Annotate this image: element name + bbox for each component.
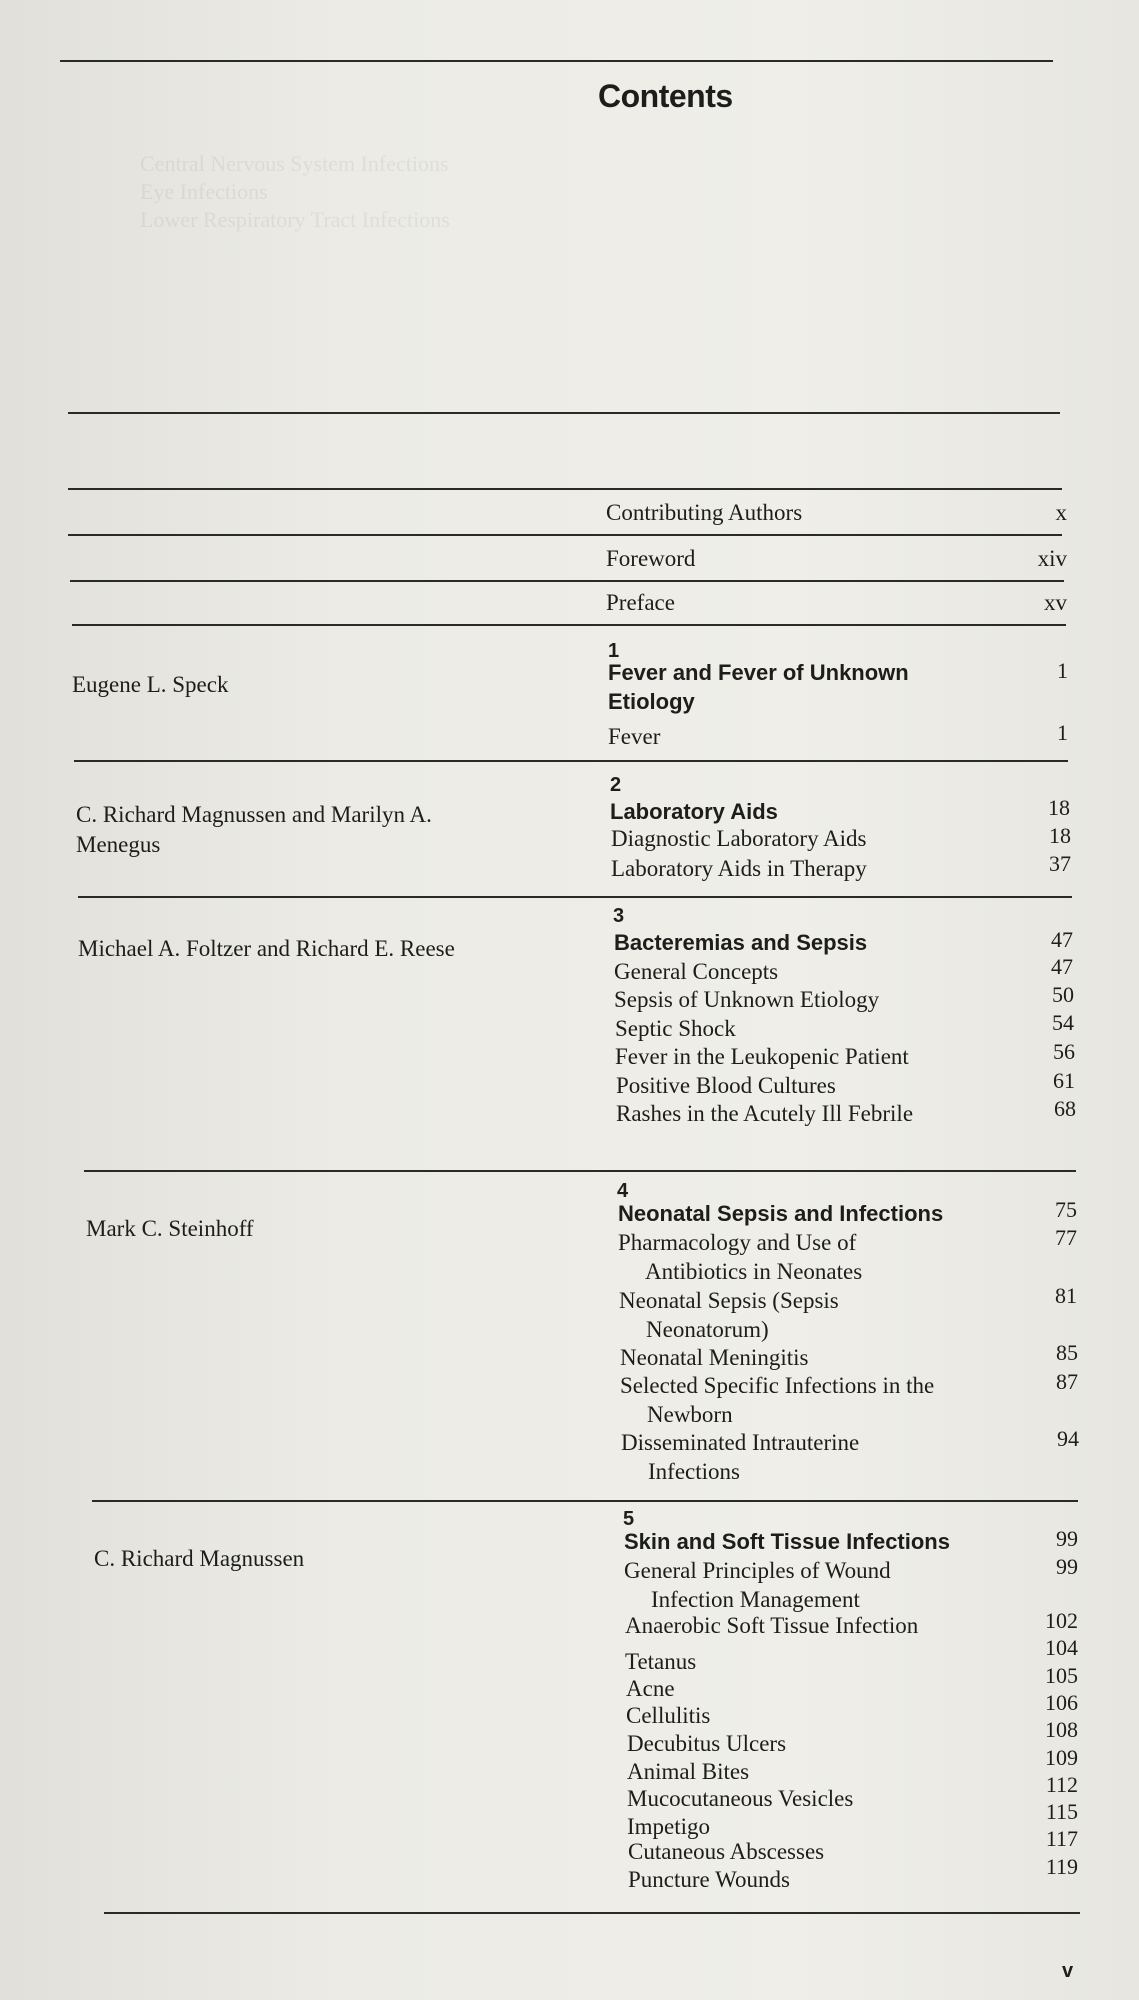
top-rule	[60, 60, 1053, 62]
chapter-title[interactable]: Neonatal Sepsis and Infections	[618, 1201, 944, 1226]
chapter-author: C. Richard Magnussen and Marilyn A. Menegus	[76, 802, 432, 857]
section-page: 106	[1045, 1690, 1078, 1715]
section-title[interactable]: Fever	[608, 724, 661, 749]
page-number: v	[1062, 1960, 1074, 1982]
bleed-through-text: Central Nervous System Infections Eye Infections Lower Respiratory Tract Infections	[140, 151, 450, 232]
chapter-author: Eugene L. Speck	[72, 672, 229, 697]
chapter-number: 2	[610, 774, 622, 796]
section-page: 99	[1056, 1554, 1078, 1579]
section-title[interactable]: Anaerobic Soft Tissue Infection	[625, 1613, 919, 1638]
section-title[interactable]: Rashes in the Acutely Ill Febrile	[616, 1101, 914, 1126]
section-page: 94	[1057, 1426, 1079, 1451]
chapter-author: Michael A. Foltzer and Richard E. Reese	[78, 936, 455, 961]
section-title[interactable]: Cellulitis	[626, 1703, 711, 1728]
section-page: 115	[1045, 1799, 1078, 1824]
section-page: 61	[1053, 1068, 1075, 1093]
toc-entry-page: xv	[1044, 590, 1067, 615]
section-title[interactable]: Diagnostic Laboratory Aids	[611, 826, 867, 851]
section-title[interactable]: General Concepts	[614, 959, 779, 984]
section-title[interactable]: Disseminated Intrauterine Infections	[621, 1430, 860, 1484]
section-page: 81	[1055, 1283, 1077, 1308]
chapter-divider	[84, 1170, 1076, 1172]
section-page: 54	[1052, 1010, 1074, 1035]
chapter-title[interactable]: Fever and Fever of Unknown Etiology	[608, 660, 909, 714]
section-title[interactable]: Laboratory Aids in Therapy	[611, 856, 867, 881]
section-page: 68	[1054, 1096, 1076, 1121]
chapter-page: 75	[1055, 1197, 1077, 1222]
chapter-divider	[104, 1912, 1080, 1914]
divider-rule	[72, 624, 1066, 626]
section-page: 108	[1045, 1717, 1078, 1742]
chapter-author: Mark C. Steinhoff	[86, 1216, 254, 1241]
chapter-number: 5	[623, 1508, 635, 1530]
section-title[interactable]: Mucocutaneous Vesicles	[627, 1786, 854, 1811]
section-title[interactable]: Selected Specific Infections in the Newborn	[620, 1373, 935, 1427]
section-title[interactable]: Tetanus	[625, 1649, 697, 1674]
section-title[interactable]: Pharmacology and Use of Antibiotics in Neonates	[618, 1230, 863, 1284]
divider-rule	[70, 580, 1064, 582]
section-page: 112	[1045, 1772, 1078, 1797]
toc-entry-title[interactable]: Foreword	[606, 546, 696, 571]
section-title[interactable]: Animal Bites	[627, 1759, 750, 1784]
chapter-page: 18	[1048, 795, 1070, 820]
section-page: 47	[1051, 954, 1073, 979]
toc-entry-title[interactable]: Contributing Authors	[606, 500, 803, 525]
section-page: 50	[1052, 982, 1074, 1007]
section-page: 85	[1056, 1340, 1078, 1365]
section-title[interactable]: Neonatal Meningitis	[620, 1345, 809, 1370]
section-page: 18	[1049, 823, 1071, 848]
section-title[interactable]: Acne	[626, 1676, 675, 1701]
chapter-divider	[92, 1500, 1078, 1502]
chapter-divider	[74, 760, 1068, 762]
chapter-title[interactable]: Skin and Soft Tissue Infections	[624, 1529, 950, 1554]
section-title[interactable]: Decubitus Ulcers	[627, 1731, 787, 1756]
chapter-number: 1	[608, 640, 620, 662]
section-page: 102	[1045, 1608, 1078, 1633]
section-page: 119	[1045, 1854, 1078, 1879]
chapter-page: 47	[1051, 927, 1073, 952]
section-title[interactable]: Fever in the Leukopenic Patient	[615, 1044, 909, 1069]
divider-rule	[68, 488, 1062, 490]
section-page: 1	[1057, 720, 1068, 745]
section-page: 56	[1053, 1039, 1075, 1064]
chapter-title[interactable]: Bacteremias and Sepsis	[614, 930, 868, 955]
section-title[interactable]: Sepsis of Unknown Etiology	[614, 987, 880, 1012]
section-page: 109	[1045, 1745, 1078, 1770]
section-page: 37	[1049, 851, 1071, 876]
section-page: 87	[1056, 1369, 1078, 1394]
chapter-divider	[78, 896, 1072, 898]
chapter-number: 3	[613, 905, 625, 927]
chapter-number: 4	[617, 1180, 629, 1202]
divider-rule	[68, 534, 1062, 536]
section-title[interactable]: Neonatal Sepsis (Sepsis Neonatorum)	[619, 1288, 839, 1342]
page-title: Contents	[598, 78, 733, 114]
section-page: 117	[1045, 1826, 1078, 1851]
toc-entry-title[interactable]: Preface	[606, 590, 675, 615]
chapter-title[interactable]: Laboratory Aids	[610, 799, 778, 824]
chapter-author: C. Richard Magnussen	[94, 1546, 305, 1571]
section-title[interactable]: Cutaneous Abscesses	[628, 1839, 825, 1864]
section-title[interactable]: Impetigo	[627, 1814, 711, 1839]
section-page: 77	[1055, 1225, 1077, 1250]
toc-entry-page: xiv	[1037, 546, 1067, 571]
toc-entry-page: x	[1055, 500, 1067, 525]
section-title[interactable]: Septic Shock	[615, 1016, 736, 1041]
chapter-page: 1	[1057, 658, 1068, 683]
chapter-page: 99	[1056, 1526, 1078, 1551]
section-title[interactable]: Puncture Wounds	[628, 1867, 790, 1892]
divider-rule	[68, 412, 1060, 414]
section-page: 105	[1045, 1663, 1078, 1688]
section-title[interactable]: Positive Blood Cultures	[616, 1073, 836, 1098]
section-page: 104	[1045, 1635, 1078, 1660]
section-title[interactable]: General Principles of Wound Infection Management	[624, 1558, 891, 1612]
